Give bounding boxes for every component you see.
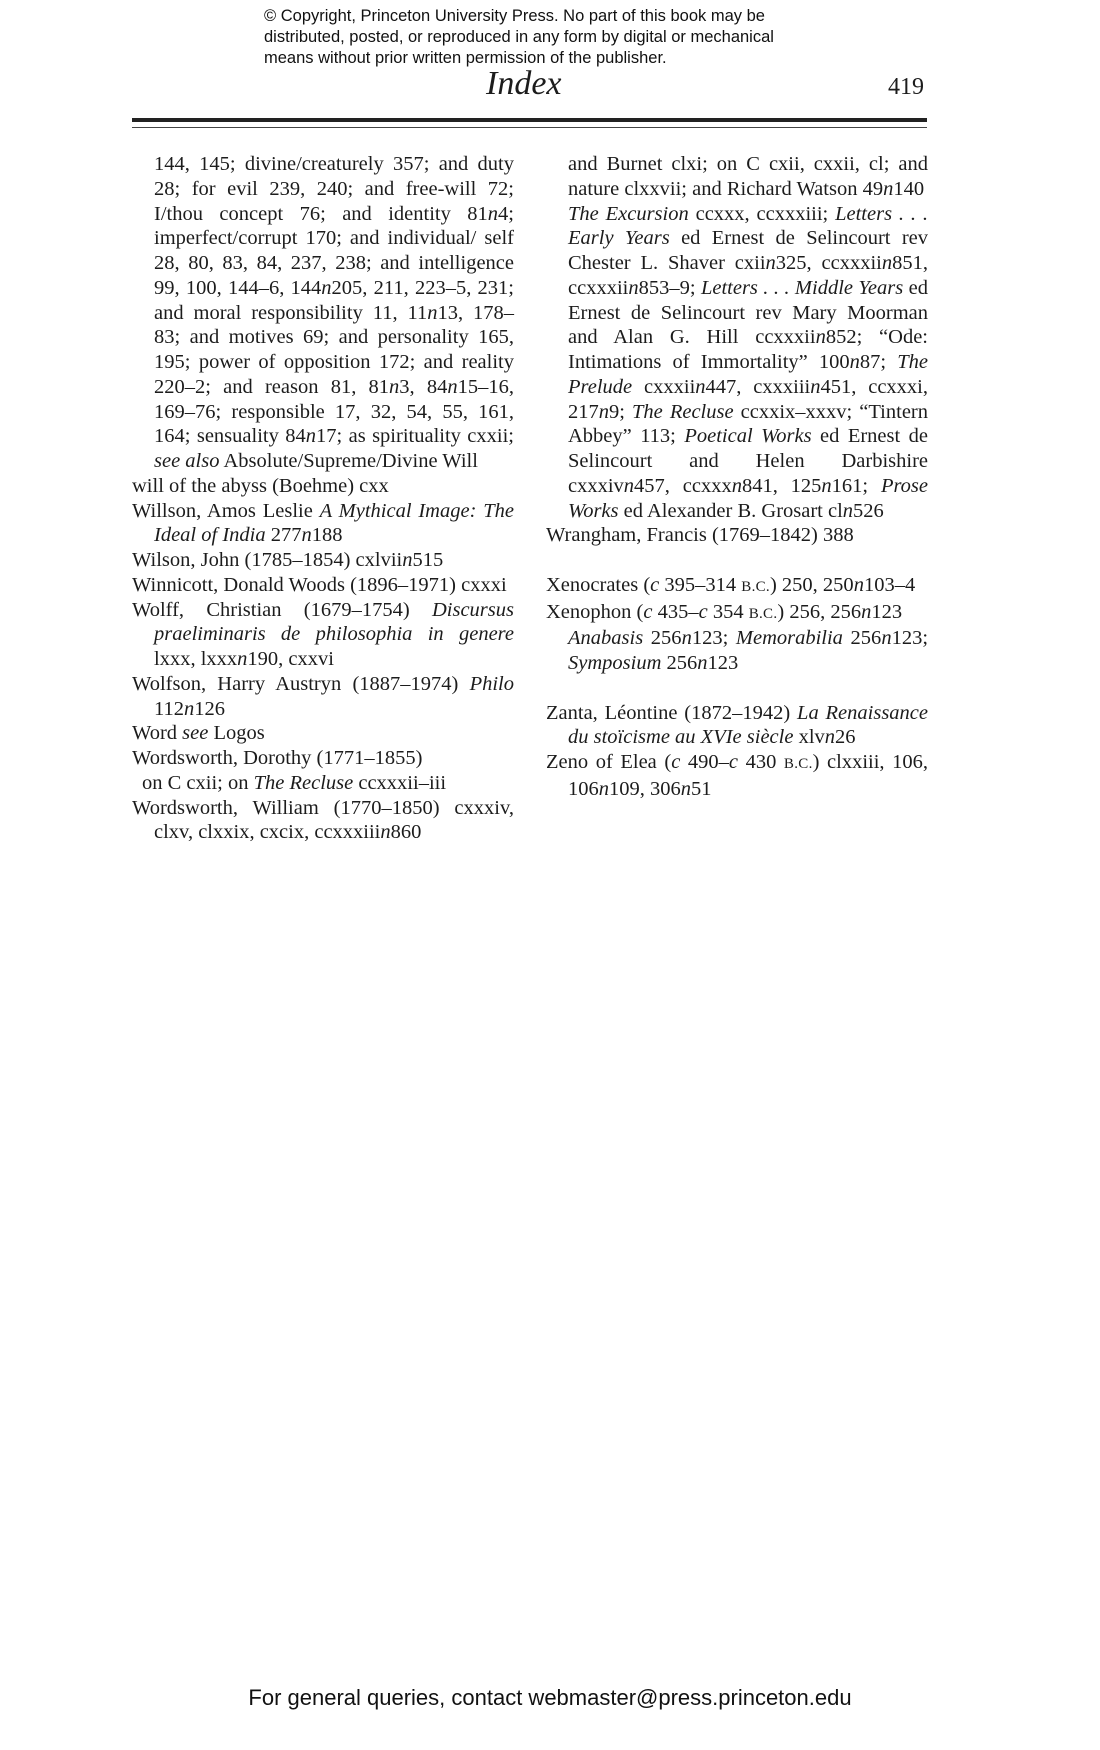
header-rule-thick bbox=[132, 118, 927, 122]
index-entry-will-continued: 144, 145; divine/creaturely 357; and duty 28; for evil 239, 240; and free-will 72; I/thou concept 76; and identity 81n4; imperfect/corrupt 170; and individual/ self 28, 80, 83, 84, 237, 238; and intelligence 99, 100, 144–6, 144n205, 211, 223–5, 231; and moral responsibility 11, 11n13, 178–83; and motives 69; and personality 165, 195; power of opposition 172; and reality 220–2; and reason 81, 81n3, 84n15–16, 169–76; responsible 17, 32, 54, 55, 161, 164; sensuality 84n17; as spirituality cxxii; see also Absolute/Supreme/Divine Will bbox=[154, 153, 515, 472]
index-entry-willson: Willson, Amos Leslie A Mythical Image: The Ideal of India 277n188 bbox=[132, 499, 514, 547]
index-entry-zanta: Zanta, Léontine (1872–1942) La Renaissance du stoïcisme au XVIe siècle xlvn26 bbox=[546, 701, 928, 749]
index-entry-wilson: Wilson, John (1785–1854) cxlviin515 bbox=[132, 549, 444, 571]
copyright-line: © Copyright, Princeton University Press. No part of this book may be bbox=[264, 7, 765, 25]
copyright-notice bbox=[264, 6, 904, 69]
copyright-line: distributed, posted, or reproduced in any form by digital or mechanical bbox=[264, 28, 774, 46]
index-entry-wolff: Wolff, Christian (1679–1754) Discursus praeliminaris de philosophia in genere lxxx, lxxxn190, cxxvi bbox=[132, 598, 514, 670]
index-subentry-dorothy-recluse: on C cxii; on The Recluse ccxxxii–iii bbox=[142, 771, 447, 794]
footer-contact: For general queries, contact webmaster@press.princeton.edu bbox=[248, 1685, 852, 1710]
letter-gap bbox=[546, 676, 928, 701]
header-rule-thin bbox=[132, 127, 927, 128]
index-entry-dorothy-wordsworth: Wordsworth, Dorothy (1771–1855) bbox=[132, 747, 423, 769]
index-entry-xenophon: Xenophon (c 435–c 354 B.C.) 256, 256n123 bbox=[546, 600, 903, 623]
copyright-line: means without prior written permission of the publisher. bbox=[264, 49, 667, 67]
index-entry-william-wordsworth: Wordsworth, William (1770–1850) cxxxiv, clxv, clxxix, cxcix, ccxxxiiin860 bbox=[132, 796, 514, 844]
index-entry-zeno: Zeno of Elea (c 490–c 430 B.C.) clxxiii, 106, 106n109, 306n51 bbox=[546, 751, 929, 800]
index-column-right bbox=[546, 152, 928, 802]
index-entry-xenocrates: Xenocrates (c 395–314 B.C.) 250, 250n103–4 bbox=[546, 573, 916, 596]
index-entry-word: Word see Logos bbox=[132, 722, 265, 745]
index-entry-wrangham: Wrangham, Francis (1769–1842) 388 bbox=[546, 524, 854, 547]
index-entry-wolfson: Wolfson, Harry Austryn (1887–1974) Philo 112n126 bbox=[132, 672, 514, 720]
page-number: 419 bbox=[888, 74, 924, 100]
index-subentry-wordsworth-works: The Excursion ccxxx, ccxxxiii; Letters . . . Early Years ed Ernest de Selincourt rev Chester L. Shaver cxiin325, ccxxxiin851, ccxxxiin853–9; Letters . . . Middle Years ed Ernest de Selincourt rev Mary Moorman and Alan G. Hill ccxxxiin852; “Ode: Intimations of Immortality” 100n87; The Prelude cxxxiin447, cxxxiiin451, ccxxxi, 217n9; The Recluse ccxxix–xxxv; “Tintern Abbey” 113; Poetical Works ed Ernest de Selincourt and Helen Darbishire cxxxivn457, ccxxxn841, 125n161; Prose Works ed Alexander B. Grosart cln526 bbox=[568, 202, 929, 522]
index-entry-will-of-abyss: will of the abyss (Boehme) cxx bbox=[132, 474, 389, 497]
index-subentry-xenophon-works: Anabasis 256n123; Memorabilia 256n123; Symposium 256n123 bbox=[568, 627, 929, 674]
index-entry-william-continued: and Burnet clxi; on C cxii, cxxii, cl; and nature clxxvii; and Richard Watson 49n140 bbox=[568, 153, 928, 200]
letter-gap bbox=[546, 548, 928, 573]
index-entry-winnicott: Winnicott, Donald Woods (1896–1971) cxxxi bbox=[132, 573, 507, 596]
running-title: Index bbox=[486, 65, 562, 102]
index-column-left bbox=[132, 152, 514, 845]
